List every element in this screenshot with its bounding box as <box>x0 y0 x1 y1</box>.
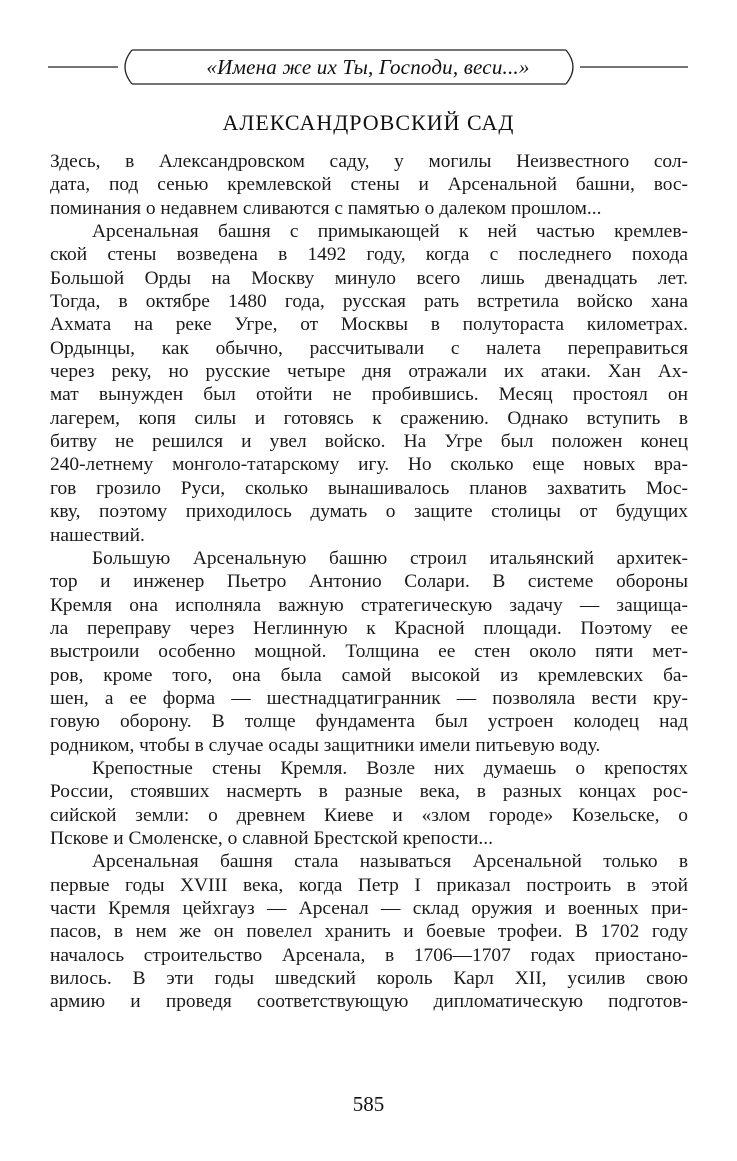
text-line: Большой Орды на Москву минуло всего лишь двенадцать лет. <box>50 267 688 289</box>
text-line: дата, под сенью кремлевской стены и Арсенальной башни, вос- <box>50 174 688 196</box>
text-line: поминания о недавнем сливаются с памятью о далеком прошлом... <box>50 197 602 219</box>
text-line: пасов, в нем же он повелел хранить и боевые трофеи. В 1702 году <box>50 921 688 943</box>
text-line: Арсенальная башня с примыкающей к ней частью кремлев- <box>92 221 688 243</box>
body-text <box>50 150 688 1014</box>
text-line: через реку, но русские четыре дня отражали их атаки. Хан Ах- <box>50 361 688 383</box>
text-line: шен, а ее форма — шестнадцатигранник — позволяла вести кру- <box>50 687 688 709</box>
text-line: ской стены возведена в 1492 году, когда с последнего похода <box>50 244 688 266</box>
text-line: Ордынцы, как обычно, рассчитывали с налета переправиться <box>50 337 688 359</box>
text-line: битву не решился и увел войско. На Угре был положен конец <box>50 431 688 453</box>
running-title: «Имена же их Ты, Господи, веси...» <box>206 55 530 79</box>
text-line: Ахмата на реке Угре, от Москвы в полутораста километрах. <box>50 314 688 336</box>
text-line: гов грозило Руси, сколько вынашивалось планов захватить Мос- <box>50 477 688 499</box>
page-number: 585 <box>352 1092 385 1116</box>
text-line: 240-летнему монголо-татарскому игу. Но сколько еще новых вра- <box>50 454 688 476</box>
text-line: ла переправу через Неглинную к Красной площади. Поэтому ее <box>50 617 688 639</box>
text-line: Крепостные стены Кремля. Возле них думаешь о крепостях <box>92 757 688 779</box>
text-line: выстроили особенно мощной. Толщина ее стен около пяти мет- <box>50 641 688 663</box>
text-line: Пскове и Смоленске, о славной Брестской крепости... <box>50 827 493 849</box>
text-line: России, стоявших насмерть в разные века, в разных концах рос- <box>50 781 688 803</box>
text-line: Кремля она исполняла важную стратегическую задачу — защища- <box>50 594 688 616</box>
chapter-title: АЛЕКСАНДРОВСКИЙ САД <box>222 110 515 135</box>
text-line: ров, кроме того, она была самой высокой из кремлевских ба- <box>50 664 688 686</box>
text-line: сийской земли: о древнем Киеве и «злом городе» Козельске, о <box>50 804 688 826</box>
text-line: первые годы XVIII века, когда Петр I приказал построить в этой <box>50 874 688 896</box>
text-line: кву, поэтому приходилось думать о защите столицы от будущих <box>50 501 688 523</box>
text-line: тор и инженер Пьетро Антонио Солари. В системе обороны <box>50 571 688 593</box>
text-line: Арсенальная башня стала называться Арсенальной только в <box>92 851 688 873</box>
text-line: Здесь, в Александровском саду, у могилы Неизвестного сол- <box>50 151 688 172</box>
text-line: родником, чтобы в случае осады защитники имели питьевую воду. <box>50 734 601 756</box>
text-line: мат вынужден был отойти не пробившись. Месяц простоял он <box>50 384 688 406</box>
running-header <box>48 46 688 88</box>
text-line: Тогда, в октябре 1480 года, русская рать встретила войско хана <box>50 291 688 313</box>
text-line: нашествий. <box>50 524 145 546</box>
text-line: вилось. В эти годы шведский король Карл XII, усилив свою <box>50 968 688 990</box>
text-line: лагерем, копя силы и готовясь к сражению. Однако вступить в <box>50 407 688 429</box>
text-line: армию и проведя соответствующую дипломатическую подготов- <box>50 991 688 1013</box>
text-line: говую оборону. В толще фундамента был устроен колодец над <box>50 711 688 733</box>
text-line: части Кремля цейхгауз — Арсенал — склад оружия и военных при- <box>50 898 688 919</box>
text-line: Большую Арсенальную башню строил итальянский архитек- <box>92 547 688 569</box>
text-line: началось строительство Арсенала, в 1706—1707 годах приостано- <box>50 944 688 966</box>
